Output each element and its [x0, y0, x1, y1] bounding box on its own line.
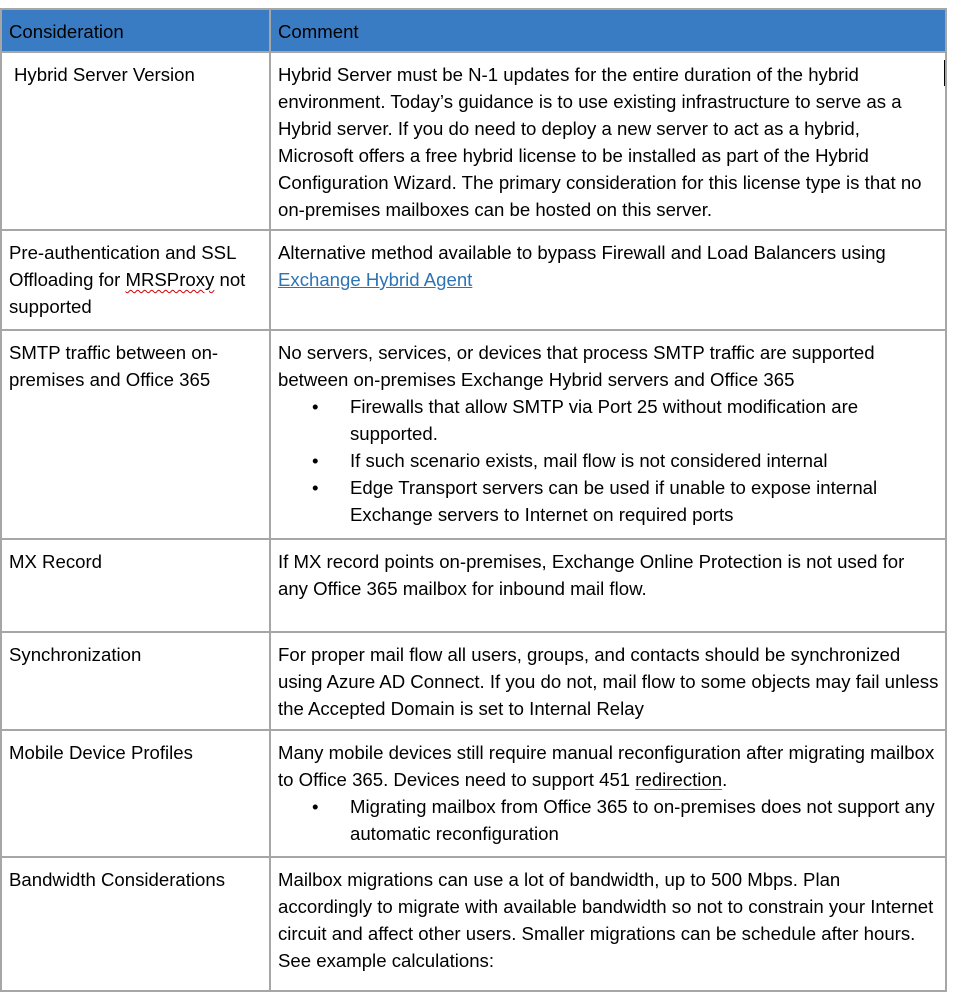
consideration-text: Synchronization — [9, 644, 142, 665]
bullet-text: Firewalls that allow SMTP via Port 25 without modification are supported. — [350, 396, 859, 444]
bullet-icon: • — [312, 477, 319, 498]
bullet-icon: • — [312, 450, 319, 471]
table-row — [1, 539, 946, 632]
table-row — [1, 330, 946, 539]
comment-text: Alternative method available to bypass Firewall and Load Balancers using — [278, 242, 886, 263]
comment-text-start: Many mobile devices still require manual reconfiguration after migrating mailbox to Office 365. Devices need to support 451 — [278, 742, 935, 790]
comment-text — [278, 739, 939, 793]
consideration-text: SMTP traffic between on-premises and Office 365 — [9, 342, 219, 390]
comment-text: Mailbox migrations can use a lot of bandwidth, up to 500 Mbps. Plan accordingly to migrate with available bandwidth so not to constrain your Internet circuit and affect other users. Smaller migrations can be schedule after hours. See example calculations: — [278, 869, 934, 971]
table-row — [1, 632, 946, 730]
consideration-text: Hybrid Server Version — [14, 64, 195, 85]
bullet-list — [278, 793, 939, 847]
bullet-icon: • — [312, 796, 319, 817]
comment-cell — [270, 230, 946, 330]
list-item — [278, 474, 939, 528]
comment-text: Hybrid Server must be N-1 updates for the entire duration of the hybrid environment. Today’s guidance is to use existing infrastructure to serve as a Hybrid server. If you do need to deploy a new server to act as a hybrid, Microsoft offers a free hybrid license to be installed as part of the Hybrid Configuration Wizard. The primary consideration for this license type is that no on-premises mailboxes can be hosted on this server. — [278, 64, 922, 220]
spellcheck-word: MRSProxy — [125, 269, 215, 290]
comment-cell — [270, 52, 946, 230]
list-item — [278, 793, 939, 847]
bullet-text: Migrating mailbox from Office 365 to on-premises does not support any automatic reconfiguration — [350, 796, 935, 844]
bullet-icon: • — [312, 396, 319, 417]
consideration-text-end: not supported — [9, 269, 246, 317]
table-row — [1, 857, 946, 991]
header-comment: Comment — [270, 9, 946, 52]
comment-cell — [270, 730, 946, 857]
table-row — [1, 730, 946, 857]
consideration-text: Pre-authentication and SSL Offloading for — [9, 242, 236, 290]
comment-cell — [270, 539, 946, 632]
consideration-cell — [1, 539, 270, 632]
comment-cell — [270, 632, 946, 730]
bullet-text: If such scenario exists, mail flow is not considered internal — [350, 450, 828, 471]
comment-text-end: . — [722, 769, 728, 790]
spellcheck-word: redirection — [635, 769, 723, 790]
exchange-hybrid-agent-link[interactable]: Exchange Hybrid Agent — [278, 269, 473, 290]
comment-text: No servers, services, or devices that process SMTP traffic are supported between on-premises Exchange Hybrid servers and Office 365 — [278, 342, 875, 390]
comment-text: For proper mail flow all users, groups, and contacts should be synchronized using Azure AD Connect. If you do not, mail flow to some objects may fail unless the Accepted Domain is set to Internal Relay — [278, 644, 939, 719]
consideration-cell — [1, 230, 270, 330]
comment-cell — [270, 857, 946, 991]
consideration-cell — [1, 730, 270, 857]
consideration-cell — [1, 857, 270, 991]
table-row — [1, 52, 946, 230]
consideration-cell — [1, 632, 270, 730]
table-row — [1, 230, 946, 330]
consideration-cell — [1, 52, 270, 230]
consideration-text: Mobile Device Profiles — [9, 742, 193, 763]
bullet-list — [278, 393, 939, 528]
header-consideration: Consideration — [1, 9, 270, 52]
list-item — [278, 447, 939, 474]
consideration-cell — [1, 330, 270, 539]
table-header-row — [1, 9, 946, 52]
comment-text: If MX record points on-premises, Exchange Online Protection is not used for any Office 365 mailbox for inbound mail flow. — [278, 551, 905, 599]
consideration-text: MX Record — [9, 551, 102, 572]
consideration-text: Bandwidth Considerations — [9, 869, 226, 890]
bullet-text: Edge Transport servers can be used if unable to expose internal Exchange servers to Internet on required ports — [350, 477, 878, 525]
considerations-table — [0, 8, 947, 992]
list-item — [278, 393, 939, 447]
comment-cell — [270, 330, 946, 539]
